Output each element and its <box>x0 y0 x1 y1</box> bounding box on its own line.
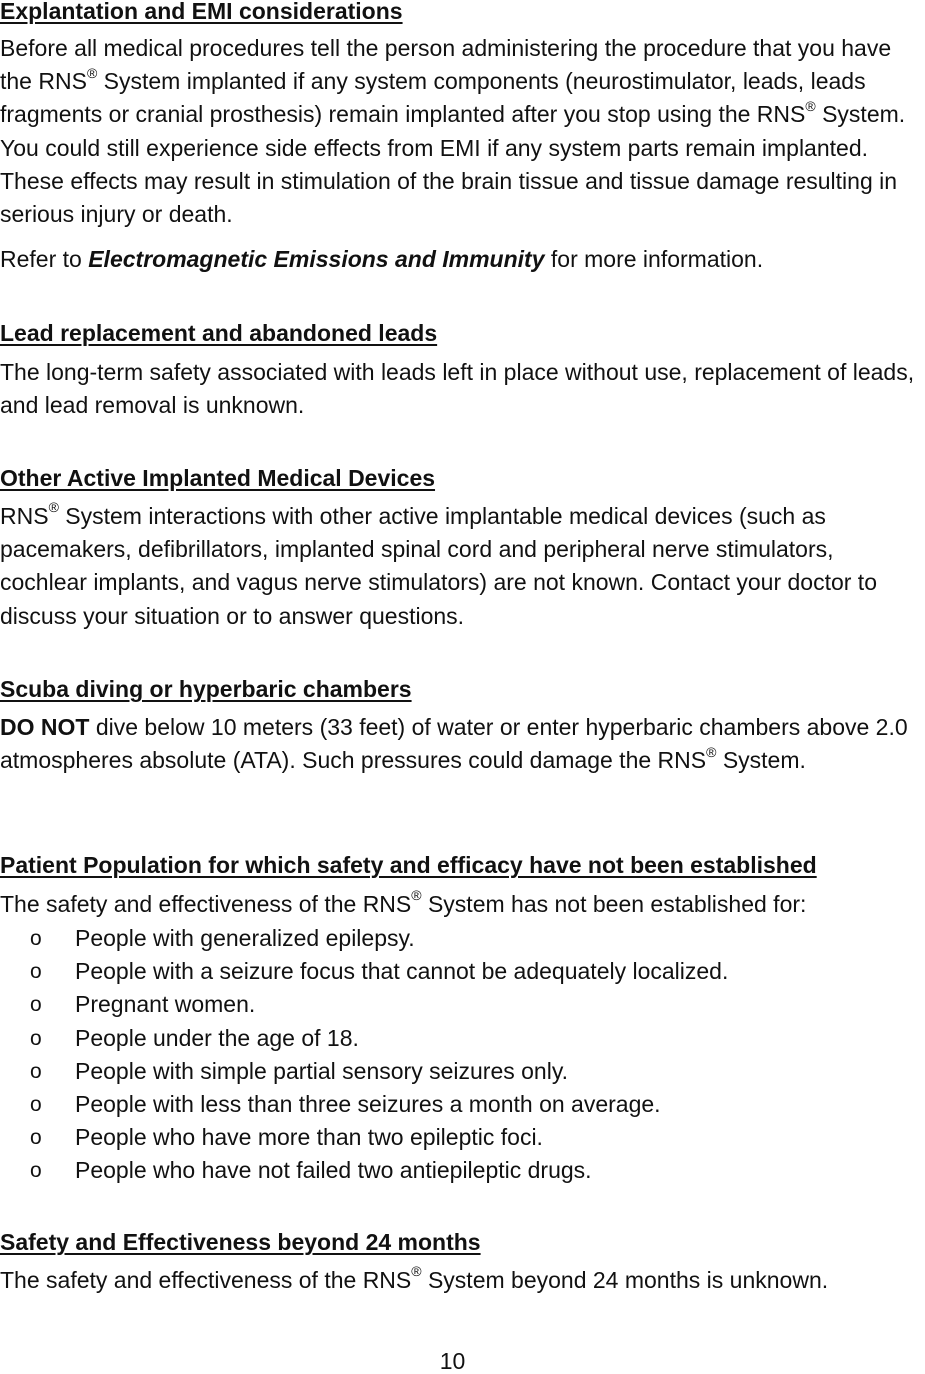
paragraph-explantation <box>0 32 925 231</box>
section-heading-population: Patient Population for which safety and efficacy have not been established <box>0 852 817 878</box>
text-run: Before all medical procedures tell the person administering the procedure that you have the RNS <box>0 35 892 95</box>
bullet-icon: o <box>30 960 42 984</box>
text-run: RNS <box>0 503 49 529</box>
bullet-icon: o <box>30 927 42 950</box>
list-item-text: People with a seizure focus that cannot be adequately localized. <box>75 958 729 985</box>
text-run: The safety and effectiveness of the RNS <box>0 1267 412 1293</box>
bullet-icon: o <box>30 1026 42 1050</box>
bullet-icon: o <box>30 1092 42 1116</box>
registered-mark: ® <box>411 887 422 904</box>
text-run: System implanted if any system components (neurostimulator, leads, leads fragments or cranial prosthesis) remain implanted after you stop using the RNS <box>0 68 866 128</box>
registered-mark: ® <box>411 1263 422 1280</box>
list-item <box>0 955 925 988</box>
warning-emphasis: DO NOT <box>0 714 90 740</box>
text-run: dive below 10 meters (33 feet) of water or enter hyperbaric chambers above 2.0 atmospheres absolute (ATA). Such pressures could damage the RNS <box>0 714 908 774</box>
list-item <box>0 1088 925 1121</box>
list-item-text: Pregnant women. <box>75 991 256 1018</box>
bullet-icon: o <box>30 1126 42 1150</box>
bullet-icon: o <box>30 1159 42 1183</box>
text-run: System beyond 24 months is unknown. <box>421 1267 829 1293</box>
page-number: 10 <box>439 1348 466 1374</box>
list-item-text: People with less than three seizures a month on average. <box>75 1090 661 1117</box>
section-heading-beyond-24: Safety and Effectiveness beyond 24 months <box>0 1229 481 1255</box>
section-heading-explantation: Explantation and EMI considerations <box>0 0 403 24</box>
text-run: System interactions with other active implantable medical devices (such as pacemakers, defibrillators, implanted spinal cord and peripheral nerve stimulators, cochlear implants, and vagus nerve stimulators) are not known. Contact your doctor to discuss your situation or to answer questions. <box>0 503 877 629</box>
bullet-icon: o <box>30 1059 42 1083</box>
text-run: System. <box>716 747 806 774</box>
list-item <box>0 1022 925 1055</box>
text-run: for more information. <box>544 246 764 272</box>
text-run: System. You could still experience side effects from EMI if any system parts remain implanted. These effects may result in stimulation of the brain tissue and tissue damage resulting in serious injury or death. <box>0 101 906 228</box>
paragraph-lead-replacement: The long-term safety associated with leads left in place without use, replacement of leads, and lead removal is unknown. <box>0 359 915 419</box>
registered-mark: ® <box>706 743 717 760</box>
list-item <box>0 988 925 1021</box>
paragraph-scuba <box>0 711 925 777</box>
text-run: Refer to <box>0 246 89 272</box>
list-item-text: People with generalized epilepsy. <box>75 925 415 951</box>
list-item <box>0 1055 925 1088</box>
list-item-text: People who have not failed two antiepileptic drugs. <box>75 1157 592 1184</box>
text-run: System has not been established for: <box>421 891 807 917</box>
section-heading-scuba: Scuba diving or hyperbaric chambers <box>0 676 412 702</box>
paragraph-other-devices <box>0 500 925 633</box>
list-item <box>0 1121 925 1154</box>
list-item-text: People under the age of 18. <box>75 1024 359 1051</box>
paragraph-population-intro <box>0 888 925 921</box>
paragraph-beyond-24 <box>0 1264 925 1297</box>
text-run: The safety and effectiveness of the RNS <box>0 891 412 917</box>
list-item <box>0 1154 925 1187</box>
list-item <box>0 922 925 955</box>
registered-mark: ® <box>86 64 98 81</box>
section-heading-other-devices: Other Active Implanted Medical Devices <box>0 465 436 491</box>
registered-mark: ® <box>805 97 816 114</box>
registered-mark: ® <box>48 499 59 516</box>
cross-reference-title: Electromagnetic Emissions and Immunity <box>88 246 545 272</box>
list-item-text: People with simple partial sensory seizures only. <box>75 1057 569 1084</box>
section-heading-lead-replacement: Lead replacement and abandoned leads <box>0 320 438 346</box>
paragraph-refer <box>0 243 925 276</box>
bullet-icon: o <box>30 993 42 1017</box>
population-list <box>0 922 925 1188</box>
list-item-text: People who have more than two epileptic foci. <box>75 1124 543 1151</box>
